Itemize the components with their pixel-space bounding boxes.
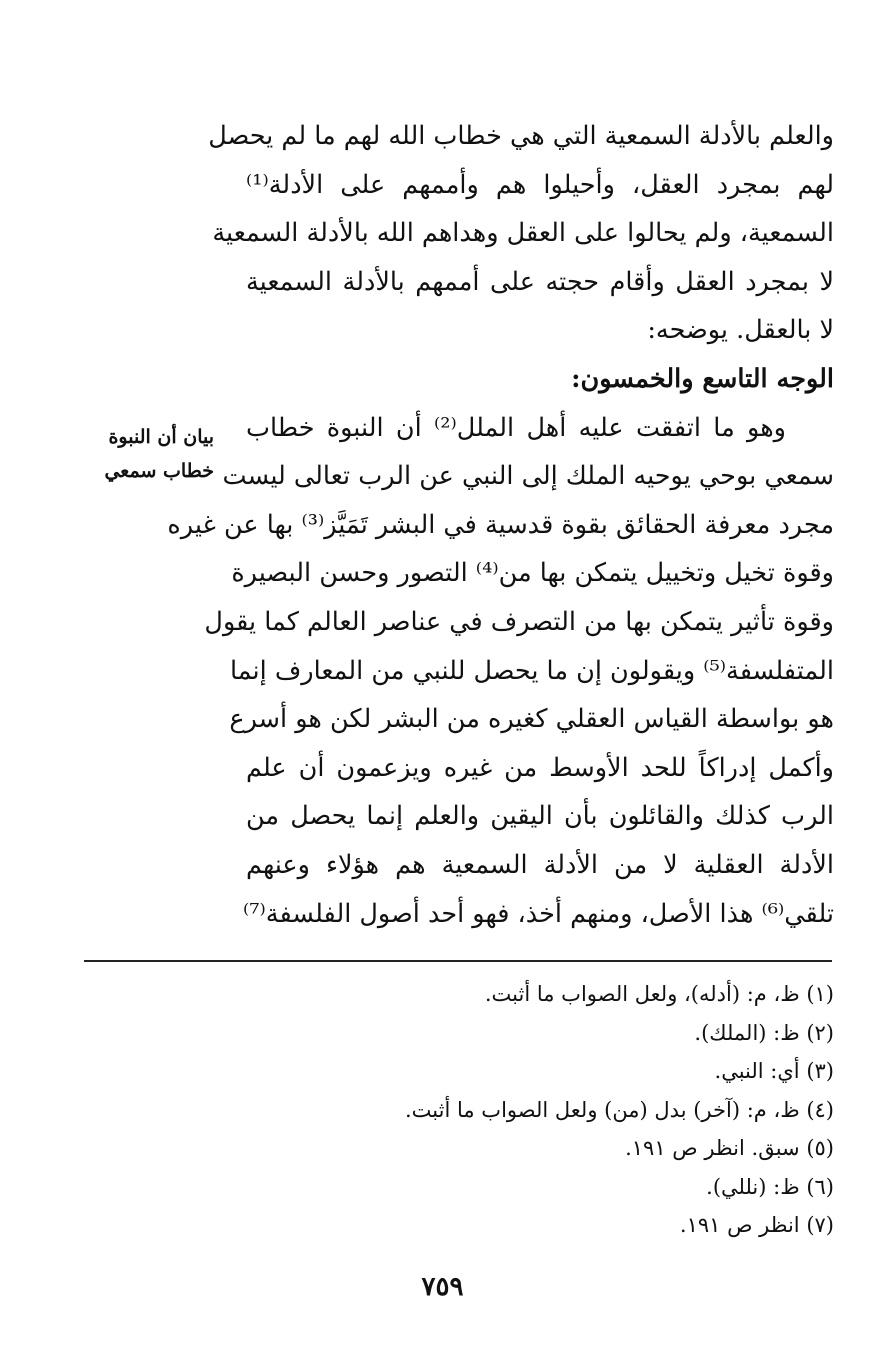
section-line: مجرد معرفة الحقائق بقوة قدسية في البشر تَمَيَّز⁽³⁾ بها عن غيره <box>167 509 834 540</box>
footnote: (٥) سبق. انظر ص ١٩١. <box>625 1136 834 1160</box>
section-line: سمعي بوحي يوحيه الملك إلى النبي عن الرب تعالى ليست <box>222 461 834 492</box>
margin-note <box>64 420 214 488</box>
section-line: وأكمل إدراكاً للحد الأوسط من غيره ويزعمون أن علم <box>246 752 834 783</box>
body-line: لا بالعقل. يوضحه: <box>647 315 834 346</box>
section-heading: الوجه التاسع والخمسون: <box>571 363 834 394</box>
footnote: (٧) انظر ص ١٩١. <box>679 1213 834 1237</box>
section-line: الرب كذلك والقائلون بأن اليقين والعلم إنما يحصل من <box>246 801 834 832</box>
section-line: وهو ما اتفقت عليه أهل الملل⁽²⁾ أن النبوة خطاب <box>246 412 786 443</box>
page-number: ٧٥٩ <box>421 1272 464 1302</box>
body-line: السمعية، ولم يحالوا على العقل وهداهم الله بالأدلة السمعية <box>212 218 834 249</box>
section-line: هو بواسطة القياس العقلي كغيره من البشر لكن هو أسرع <box>229 704 834 735</box>
footnote: (١) ظ، م: (أدله)، ولعل الصواب ما أثبت. <box>484 982 834 1006</box>
footnote: (٤) ظ، م: (آخر) بدل (من) ولعل الصواب ما أثبت. <box>405 1097 834 1122</box>
footnote: (٢) ظ: (الملك). <box>694 1020 834 1045</box>
section-line: الأدلة العقلية لا من الأدلة السمعية هم هؤلاء وعنهم <box>246 849 834 880</box>
margin-note-line: بيان أن النبوة <box>108 426 214 448</box>
section-line: تلقي⁽⁶⁾ هذا الأصل، ومنهم أخذ، فهو أحد أصول الفلسفة⁽⁷⁾ <box>243 898 834 929</box>
body-line: لا بمجرد العقل وأقام حجته على أممهم بالأدلة السمعية <box>246 266 834 297</box>
footnote: (٦) ظ: (نللي). <box>706 1174 834 1199</box>
section-line: وقوة تأثير يتمكن بها من التصرف في عناصر العالم كما يقول <box>204 606 834 637</box>
footnote: (٣) أي: النبي. <box>714 1059 834 1083</box>
section-line: المتفلسفة⁽⁵⁾ ويقولون إن ما يحصل للنبي من المعارف إنما <box>230 655 834 686</box>
footnote-divider <box>84 960 832 962</box>
body-line: والعلم بالأدلة السمعية التي هي خطاب الله لهم ما لم يحصل <box>208 121 834 151</box>
footnotes <box>100 975 834 1245</box>
section-line: وقوة تخيل وتخييل يتمكن بها من⁽⁴⁾ التصور وحسن البصيرة <box>231 558 834 589</box>
body-line: لهم بمجرد العقل، وأحيلوا هم وأممهم على الأدلة⁽¹⁾ <box>246 169 834 200</box>
margin-note-line: خطاب سمعي <box>104 460 214 482</box>
main-text <box>167 112 834 938</box>
